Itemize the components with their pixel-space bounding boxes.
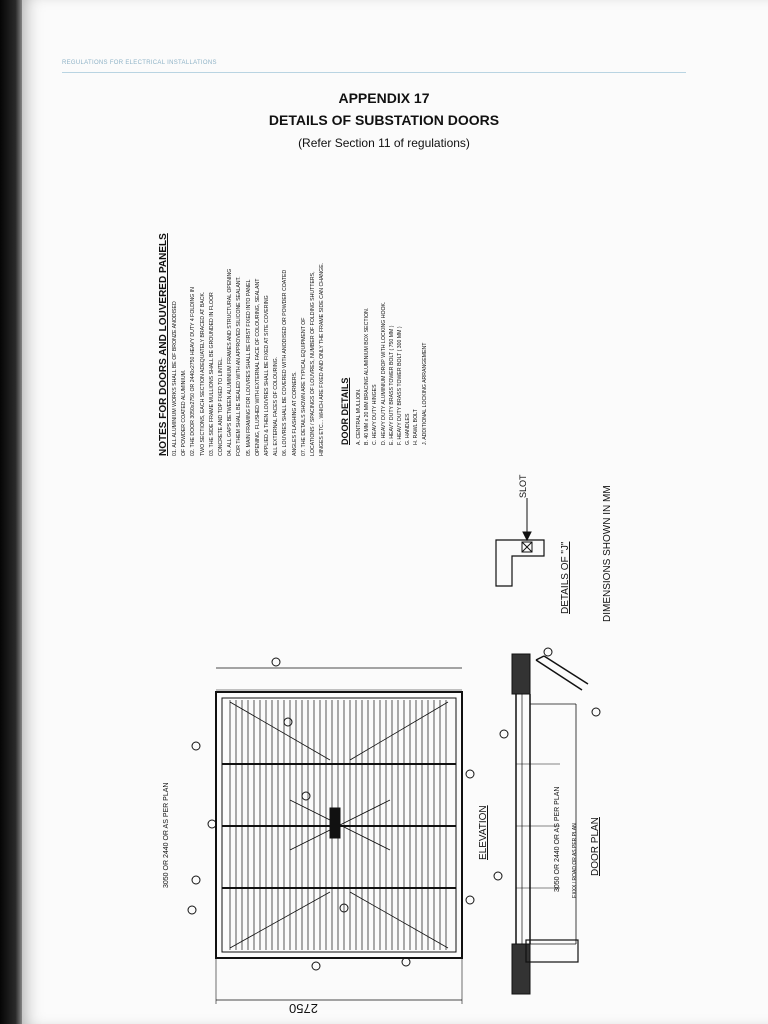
- note-line: 07. THE DETAILS SHOWN ARE TYPICAL EQUIPMENT OF: [300, 317, 307, 456]
- running-head: REGULATIONS FOR ELECTRICAL INSTALLATIONS: [62, 60, 217, 66]
- note-line: 03. THE SIDE FRAME MULLIONS SHALL BE GROUNDED IN FLOOR: [208, 292, 215, 456]
- door-detail-item: E. HEAVY DUTY BRASS TOWER BOLT ( 750 MM ): [388, 325, 395, 445]
- note-line: CONCRETE AND TOP FIXED TO LINTEL.: [218, 357, 224, 456]
- notes-title: NOTES FOR DOORS AND LOUVERED PANELS: [158, 233, 169, 456]
- note-line: 02. THE DOOR 3050x2750 OR 2440x2750 HEAVY DUTY 4 FOLDING IN: [190, 287, 197, 456]
- door-plan-label: DOOR PLAN: [590, 817, 601, 876]
- note-line: 04. ALL GAPS BETWEEN ALUMINIUM FRAMES AND STRUCTURAL OPENING: [227, 268, 234, 456]
- note-line: APPLIED & THEN LOUVRES SHALL BE FIXED AT SITE COVERING: [264, 295, 270, 456]
- door-details-title: DOOR DETAILS: [340, 377, 350, 445]
- door-detail-item: A. CENTRAL MULLION.: [356, 388, 362, 445]
- dimensions-note: DIMENSIONS SHOWN IN MM: [602, 485, 613, 622]
- note-line: 06. LOUVRES SHALL BE COVERED WITH ANODISED OR POWDER COATED: [282, 269, 289, 456]
- slot-label: SLOT: [518, 474, 528, 498]
- note-line: HINGES ETC... WHICH ARE FIXED AND ONLY THE FRAME SIDE CAN CHANGE.: [319, 262, 326, 456]
- note-line: 05. MAIN FRAMING FOR LOUVRES SHALL BE FIRST FIXED INTO PANEL: [245, 279, 252, 456]
- note-line: FOR THEM SHALL BE SEALED WITH AN APPROVED SILICONE SEALANT.: [236, 276, 243, 456]
- note-line: ANGLES FLASHING AT CORNERS.: [291, 371, 298, 456]
- door-detail-item: C. HEAVY DUTY HINGES: [372, 384, 379, 445]
- door-detail-item: D. HEAVY DUTY ALUMINIUM DROP WITH LOCKING HOOK.: [380, 301, 387, 445]
- page-subtitle: (Refer Section 11 of regulations): [298, 136, 470, 150]
- door-detail-item: F. HEAVY DUTY BRASS TOWER BOLT ( 300 MM ): [397, 326, 403, 445]
- door-detail-item: J. ADDITIONAL LOCKING ARRANGEMENT: [421, 342, 428, 445]
- width-dimension: 3050 OR 2440 OR AS PER PLAN: [163, 782, 170, 888]
- note-line: TWO SECTIONS, EACH SECTION ADEQUATELY BRACED AT BACK.: [199, 291, 206, 456]
- door-plan-drawing: [494, 648, 600, 994]
- note-line: 01. ALL ALUMINIUM WORKS SHALL BE OF BRONZE ANODISED: [172, 301, 178, 456]
- appendix-title: APPENDIX 17: [338, 90, 430, 106]
- door-detail-item: B. 40 MM x 20 MM BRACING ALUMINIUM BOX SECTION.: [364, 307, 371, 445]
- page-title: DETAILS OF SUBSTATION DOORS: [268, 112, 500, 128]
- elevation-label: ELEVATION: [478, 805, 489, 860]
- note-line: ALL EXTERNAL FACES OF COLOURING.: [273, 356, 280, 456]
- details-j-label: DETAILS OF "J": [560, 541, 571, 614]
- details-j-drawing: [496, 498, 544, 586]
- note-line: OF POWDER COATED ALUMINIUM.: [181, 369, 188, 456]
- door-detail-item: G. HANDLES: [405, 413, 412, 445]
- plan-subdimension: EXXX / ROAD OR AS PER PLAN: [572, 823, 578, 898]
- note-line: OPENING, FLUSHED WITH EXTERNAL FACE OF COLOURING, SEALANT: [254, 278, 261, 456]
- height-dimension: 2750: [289, 1001, 318, 1016]
- plan-dimension: 3050 OR 2440 OR AS PER PLAN: [554, 786, 561, 892]
- note-line: LOCATIONS / SPACINGS OF LOUVRES, NUMBER OF FOLDING SHUTTERS,: [310, 271, 316, 456]
- door-detail-item: H. RAWL BOLT: [413, 409, 420, 445]
- elevation-drawing: [188, 658, 474, 1004]
